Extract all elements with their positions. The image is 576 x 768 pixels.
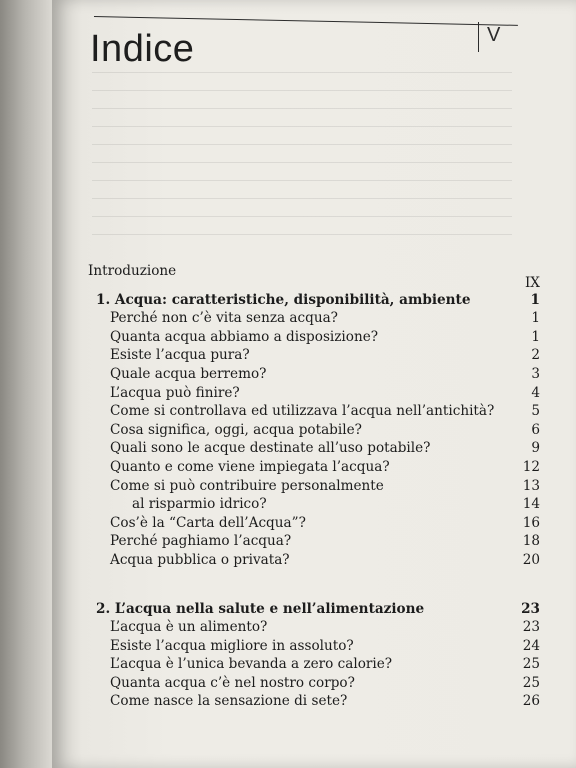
toc-entry-page: 14	[522, 496, 540, 513]
toc-entry-page: 13	[522, 477, 540, 494]
toc-entry-label: Quali sono le acque destinate all’uso potabile?	[110, 440, 431, 457]
toc-intro-label: Introduzione	[88, 263, 177, 279]
toc-entry-page: 25	[522, 656, 540, 673]
toc-entry	[88, 477, 540, 496]
toc-entry-label: Come si controllava ed utilizzava l’acqua nell’antichità?	[110, 403, 495, 420]
toc-entry-label: Come si può contribuire personalmente	[110, 477, 384, 494]
show-through-text	[92, 72, 512, 252]
toc-entry-label: Esiste l’acqua pura?	[110, 347, 250, 364]
toc-entry-label: Perché paghiamo l’acqua?	[110, 533, 292, 550]
toc-entry	[88, 346, 540, 365]
toc-entry-label: al risparmio idrico?	[132, 496, 267, 513]
toc-chapters	[88, 291, 540, 711]
toc-chapter-label: 1. Acqua: caratteristiche, disponibilità, ambiente	[96, 291, 471, 308]
toc-entry-page: 4	[531, 384, 540, 401]
toc-entry-page: 20	[522, 551, 540, 568]
page-title: Indice	[90, 28, 195, 70]
toc-chapter	[88, 291, 540, 310]
toc-entry-page: 3	[531, 365, 540, 382]
table-of-contents	[88, 262, 540, 711]
toc-entry	[88, 637, 540, 656]
toc-entry-page: 6	[531, 421, 540, 438]
toc-entry-label: L’acqua può finire?	[110, 384, 240, 401]
toc-entry	[88, 674, 540, 693]
toc-entry	[88, 514, 540, 533]
chapter-gap	[88, 570, 540, 590]
toc-entry	[88, 365, 540, 384]
toc-entry-page: 24	[522, 637, 540, 654]
toc-entry-label: L’acqua è un alimento?	[110, 619, 268, 636]
toc-entry-page: 25	[522, 674, 540, 691]
toc-entry-page: 26	[522, 693, 540, 710]
toc-chapter	[88, 600, 540, 619]
toc-entry	[88, 495, 540, 514]
toc-entry	[88, 328, 540, 347]
toc-entry	[88, 618, 540, 637]
toc-entry-page: 1	[531, 310, 540, 327]
toc-entry	[88, 421, 540, 440]
toc-entry-label: Quale acqua berremo?	[110, 365, 267, 382]
toc-entry-page: 23	[522, 619, 540, 636]
toc-entry	[88, 692, 540, 711]
header-divider	[478, 22, 479, 52]
toc-entry-label: Cos’è la “Carta dell’Acqua”?	[110, 514, 306, 531]
toc-chapter-page: 23	[521, 600, 540, 617]
toc-entry-label: Quanto e come viene impiegata l’acqua?	[110, 458, 390, 475]
toc-entry	[88, 551, 540, 570]
toc-chapter-label: 2. L’acqua nella salute e nell’alimentazione	[96, 600, 425, 617]
toc-intro	[88, 262, 540, 291]
toc-entry	[88, 439, 540, 458]
page-number: V	[487, 24, 501, 46]
toc-entry	[88, 458, 540, 477]
toc-entry	[88, 402, 540, 421]
toc-entry	[88, 655, 540, 674]
toc-entry-page: 2	[531, 347, 540, 364]
toc-intro-page: IX	[524, 275, 540, 291]
toc-entry-label: Acqua pubblica o privata?	[110, 551, 290, 568]
toc-chapter-page: 1	[530, 291, 540, 308]
toc-entry-label: L’acqua è l’unica bevanda a zero calorie?	[110, 656, 393, 673]
toc-entry-page: 9	[531, 440, 540, 457]
toc-entry-label: Come nasce la sensazione di sete?	[110, 693, 348, 710]
toc-entry-label: Perché non c’è vita senza acqua?	[110, 310, 338, 327]
toc-entry-label: Quanta acqua c’è nel nostro corpo?	[110, 674, 355, 691]
toc-entry-page: 18	[522, 533, 540, 550]
toc-entry	[88, 384, 540, 403]
toc-entry-page: 16	[522, 514, 540, 531]
toc-entry-label: Cosa significa, oggi, acqua potabile?	[110, 421, 362, 438]
toc-entry-page: 12	[522, 458, 540, 475]
toc-entry-page: 5	[531, 403, 540, 420]
toc-entry-label: Quanta acqua abbiamo a disposizione?	[110, 328, 379, 345]
toc-entry	[88, 309, 540, 328]
toc-entry	[88, 532, 540, 551]
toc-entry-label: Esiste l’acqua migliore in assoluto?	[110, 637, 354, 654]
toc-entry-page: 1	[531, 328, 540, 345]
